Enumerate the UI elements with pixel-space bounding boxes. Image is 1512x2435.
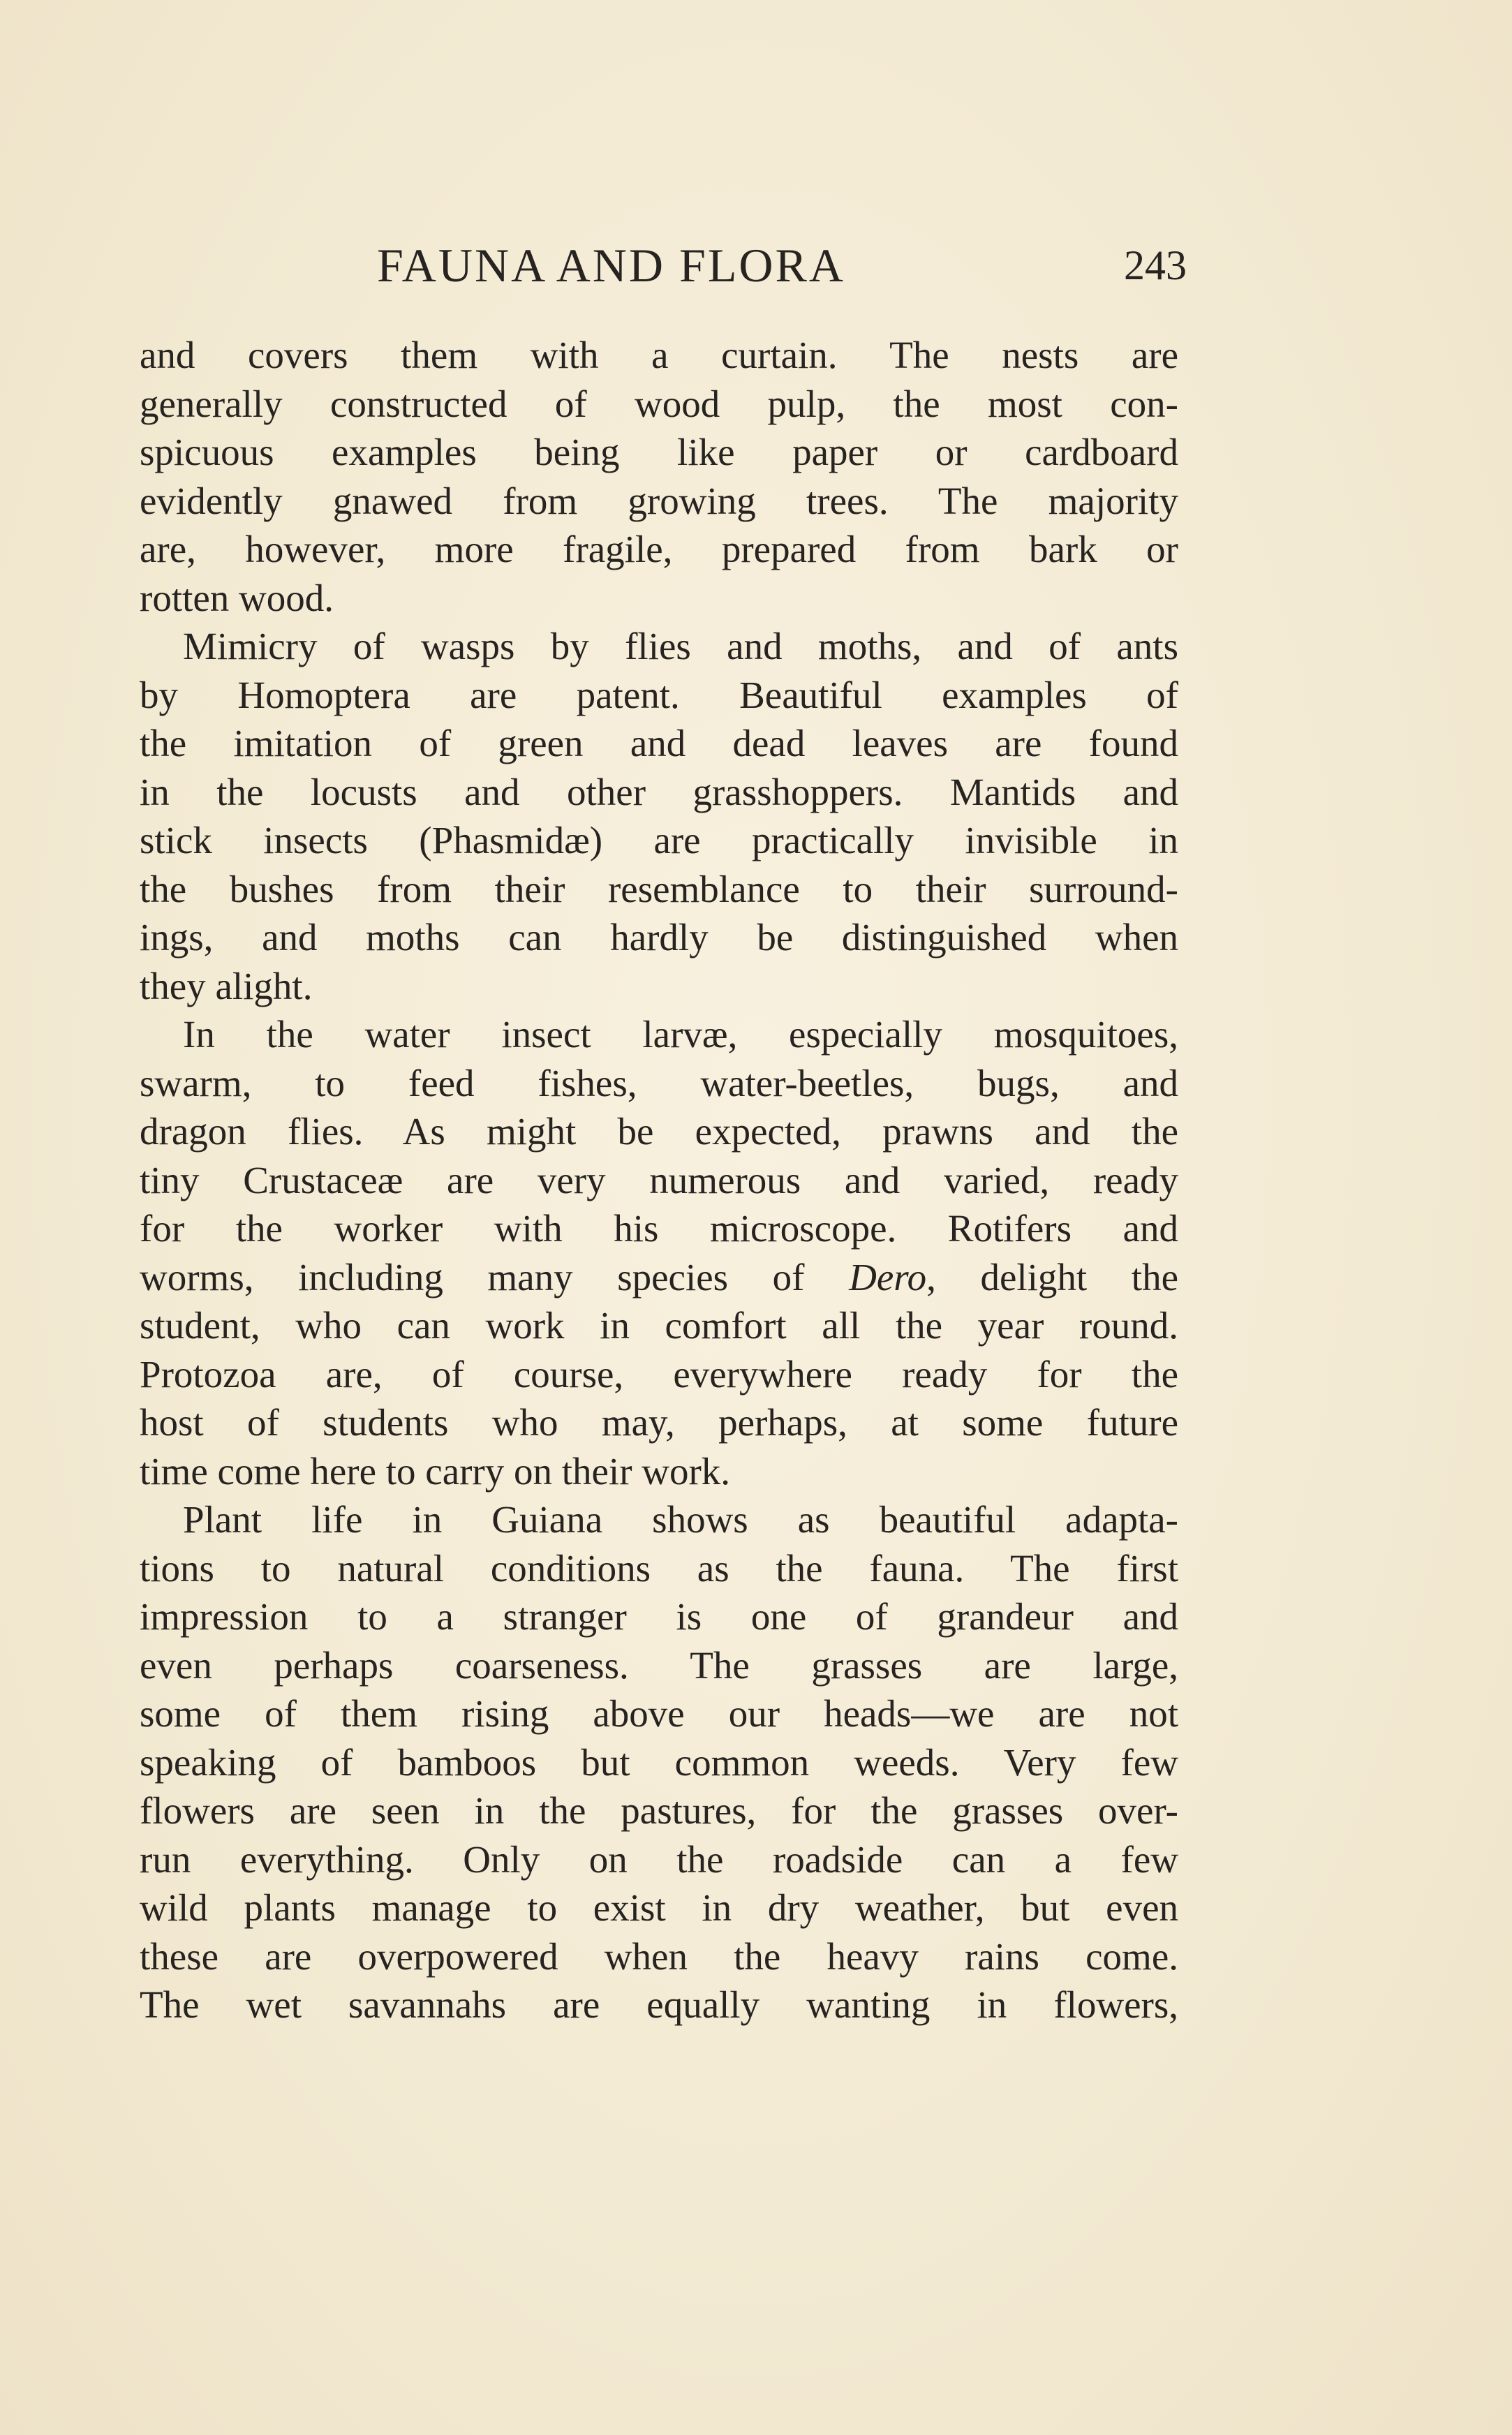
text-body [140, 331, 1178, 2029]
text-line: time come here to carry on their work. [140, 1449, 731, 1493]
text-line: run everything. Only on the roadside can a few [140, 1837, 1178, 1881]
text-line: some of them rising above our heads—we are not [140, 1692, 1178, 1735]
text-line: generally constructed of wood pulp, the most con- [140, 382, 1178, 425]
paragraph-2 [140, 622, 1178, 1010]
text-line: spicuous examples being like paper or cardboard [140, 431, 1178, 473]
text-line: speaking of bamboos but common weeds. Very few [140, 1740, 1178, 1784]
text-line: the imitation of green and dead leaves are found [140, 722, 1178, 764]
text-line: host of students who may, perhaps, at some future [140, 1401, 1178, 1444]
text-line: In the water insect larvæ, especially mosquitoes, [183, 1013, 1178, 1056]
paragraph-4 [140, 1495, 1178, 2029]
text-line: Plant life in Guiana shows as beautiful adapta- [183, 1498, 1178, 1541]
text-run: , delight the [926, 1255, 1178, 1298]
text-line: Mimicry of wasps by flies and moths, and of ants [183, 625, 1178, 667]
text-line: the bushes from their resemblance to their surround- [140, 867, 1178, 910]
text-line: student, who can work in comfort all the year round. [140, 1304, 1178, 1347]
text-line: The wet savannahs are equally wanting in flowers, [140, 1983, 1178, 2026]
text-line: and covers them with a curtain. The nests are [140, 334, 1178, 376]
text-line: even perhaps coarseness. The grasses are large, [140, 1643, 1178, 1687]
text-line: tiny Crustaceæ are very numerous and varied, ready [140, 1158, 1178, 1201]
page-number: 243 [1124, 242, 1187, 288]
running-head [140, 234, 1187, 297]
text-line [140, 1253, 1178, 1302]
text-line: they alight. [140, 964, 313, 1007]
text-line: evidently gnawed from growing trees. The majority [140, 479, 1178, 522]
text-line: tions to natural conditions as the fauna. The first [140, 1546, 1178, 1590]
text-line: ings, and moths can hardly be distinguished when [140, 916, 1178, 959]
text-line: Protozoa are, of course, everywhere ready for the [140, 1352, 1178, 1396]
text-line: rotten wood. [140, 576, 334, 619]
italic-term: Dero [849, 1255, 927, 1298]
text-line: stick insects (Phasmidæ) are practically invisible in [140, 819, 1178, 861]
text-line: impression to a stranger is one of grandeur and [140, 1595, 1178, 1638]
text-line: by Homoptera are patent. Beautiful examples of [140, 673, 1178, 716]
text-line: these are overpowered when the heavy rains come. [140, 1934, 1178, 1978]
text-run: worms, including many species of [140, 1255, 850, 1298]
text-line: in the locusts and other grasshoppers. Mantids and [140, 770, 1178, 813]
text-line: are, however, more fragile, prepared from bark or [140, 528, 1178, 570]
text-line: swarm, to feed fishes, water-beetles, bugs, and [140, 1061, 1178, 1104]
paragraph-3 [140, 1010, 1178, 1495]
text-line: flowers are seen in the pastures, for the grasses over- [140, 1789, 1178, 1832]
text-line: for the worker with his microscope. Rotifers and [140, 1207, 1178, 1250]
text-line: dragon flies. As might be expected, prawns and the [140, 1110, 1178, 1153]
text-line: wild plants manage to exist in dry weather, but even [140, 1886, 1178, 1929]
running-title: FAUNA AND FLORA [377, 239, 845, 292]
paragraph-1 [140, 331, 1178, 622]
